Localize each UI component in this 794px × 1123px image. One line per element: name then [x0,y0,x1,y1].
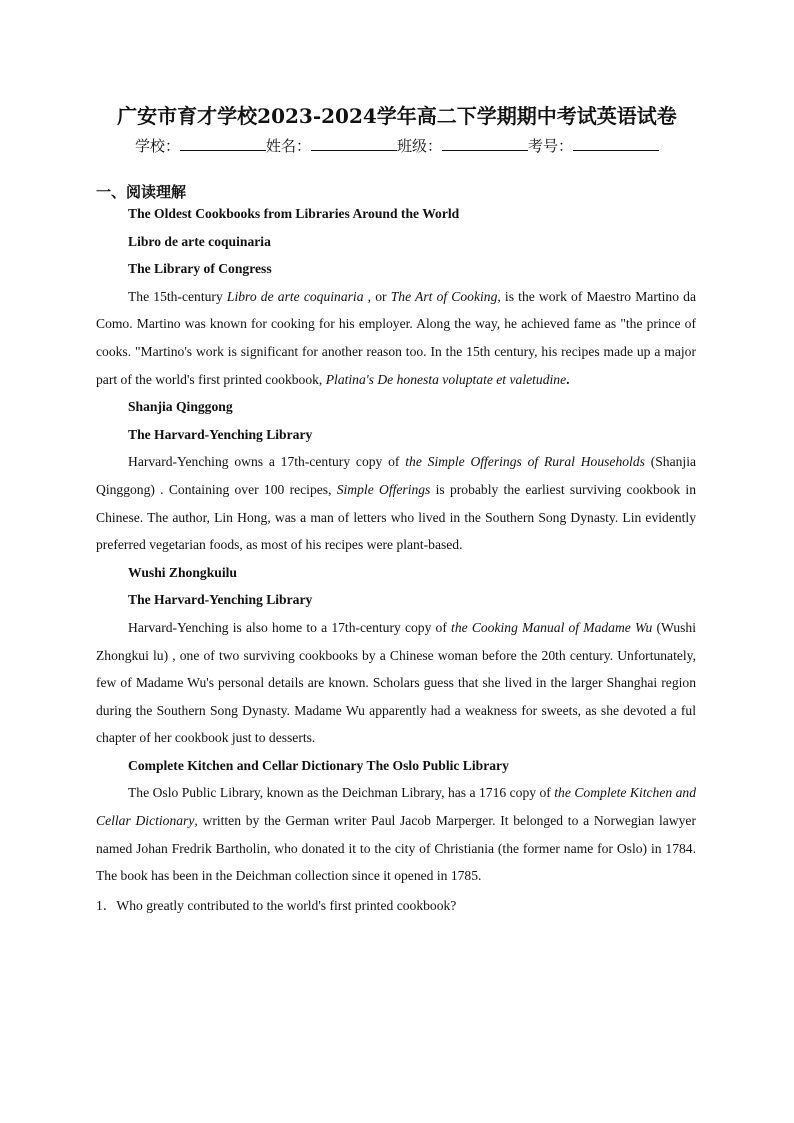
book-title-1: Libro de arte coquinaria [128,233,271,249]
paragraph-4-italic-a: the Complete Kitchen and Cellar Dictionary [96,785,697,829]
paragraph-4 [96,779,696,889]
number-blank[interactable] [573,136,659,151]
paragraph-1-text-c: , is the work of Maestro Martino da Como. Martino was known for cooking for his employer. Along the way, he achieved fame as "the prince of cooks. "Martino's work is significant for another reason too. In the 15th century, his recipes made up a major part of the world's first printed cookbook, [96,288,697,387]
paragraph-1-text-d: . [566,371,570,387]
book-title-2: Shanjia Qinggong [128,399,233,415]
reading-passage [96,200,696,919]
paragraph-3 [96,614,696,752]
page-title: 广安市育才学校2023-2024学年高二下学期期中考试英语试卷 [117,104,677,128]
paragraph-2-text-c: is probably the earliest surviving cookbook in Chinese. The author, Lin Hong, was a man of letters who lived in the Southern Song Dynasty. Lin evidently preferred vegetarian foods, as most of his recipes were plant-based. [96,481,696,553]
paragraph-1-italic-a: Libro de arte coquinaria [226,288,364,304]
paragraph-1-italic-c: Platina's De honesta voluptate et valetudine [325,371,567,387]
class-blank[interactable] [442,136,528,151]
name-blank[interactable] [311,136,397,151]
question-1: 1．Who greatly contributed to the world's first printed cookbook? [96,897,457,913]
book-heading-4: Complete Kitchen and Cellar Dictionary The Oslo Public Library [128,757,509,773]
paragraph-2 [96,448,696,558]
paragraph-3-text-a: Harvard-Yenching is also home to a 17th-century copy of [128,619,452,635]
paragraph-1-italic-b: The Art of Cooking [390,288,498,304]
paragraph-3-italic-a: the Cooking Manual of Madame Wu [451,619,653,635]
school-blank[interactable] [180,136,266,151]
book-title-3: Wushi Zhongkuilu [128,564,237,580]
paragraph-2-italic-b: Simple Offerings [336,481,431,497]
school-label: 学校： [134,137,180,155]
section-heading: 一、阅读理解 [96,183,187,201]
paragraph-1 [96,283,696,393]
paragraph-2-text-a: Harvard-Yenching owns a 17th-century copy of [128,454,406,470]
paragraph-2-italic-a: the Simple Offerings of Rural Households [405,454,645,470]
library-name-1: The Library of Congress [128,261,272,277]
student-info-line [0,135,794,156]
paragraph-1-text-b: , or [363,288,391,304]
library-name-2: The Harvard-Yenching Library [128,426,313,442]
paragraph-4-text-a: The Oslo Public Library, known as the Deichman Library, has a 1716 copy of [128,785,555,801]
passage-heading: The Oldest Cookbooks from Libraries Around the World [128,206,460,221]
paragraph-4-text-b: , written by the German writer Paul Jacob Marperger. It belonged to a Norwegian lawyer named Johan Fredrik Bartholin, who donated it to the city of Christiania (the former name for Oslo) in 1784. The book has been in the Deichman collection since it opened in 1785. [96,813,696,884]
number-label: 考号： [528,137,574,155]
class-label: 班级： [397,137,443,155]
paragraph-2-text-b: (Shanjia Qinggong) . Containing over 100 recipes, [96,454,697,497]
library-name-3: The Harvard-Yenching Library [128,592,313,608]
paragraph-1-text-a: The 15th-century [128,288,227,304]
name-label: 姓名： [265,137,311,155]
paragraph-3-text-b: (Wushi Zhongkui lu) , one of two surviving cookbooks by a Chinese woman before the 20th century. Unfortunately, few of Madame Wu's personal details are known. Scholars guess that she lived in the larger Shanghai region during the Southern Song Dynasty. Madame Wu apparently had a weakness for sweets, as she devoted a ful chapter of her cookbook just to desserts. [96,619,697,746]
